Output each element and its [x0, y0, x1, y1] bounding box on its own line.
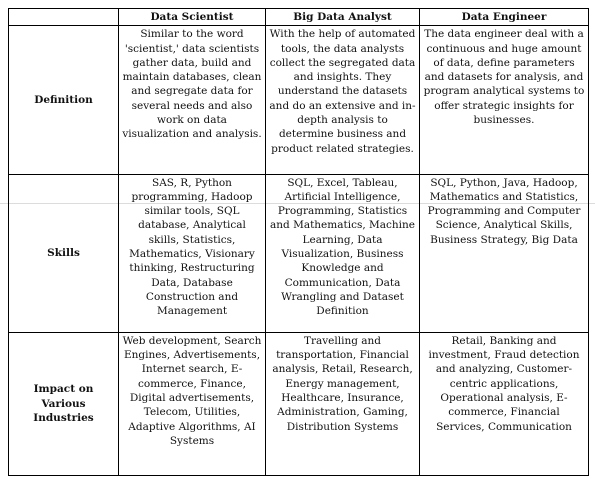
row-label-impact: Impact on Various Industries: [9, 332, 119, 475]
header-row: [9, 9, 589, 26]
cell-skills-big-data-analyst: SQL, Excel, Tableau, Artificial Intelligence, Programming, Statistics and Mathematics, Machine Learning, Data Visualization, Business Knowledge and Communication, Data Wrangling and Dataset Definition: [266, 174, 420, 332]
cell-definition-data-scientist: Similar to the word 'scientist,' data scientists gather data, build and maintain databases, clean and segregate data for several needs and also work on data visualization and analysis.: [119, 26, 266, 174]
table-row-definition: [9, 26, 589, 174]
row-label-skills: Skills: [9, 174, 119, 332]
cell-impact-big-data-analyst: Travelling and transportation, Financial analysis, Retail, Research, Energy management, Healthcare, Insurance, Administration, Gaming, Distribution Systems: [266, 332, 420, 475]
table-row-skills: [9, 174, 589, 332]
cell-definition-data-engineer: The data engineer deal with a continuous and huge amount of data, define parameters and datasets for analysis, and program analytical systems to offer strategic insights for businesses.: [420, 26, 589, 174]
cell-impact-data-scientist: Web development, Search Engines, Advertisements, Internet search, E-commerce, Finance, Digital advertisements, Telecom, Utilities, Adaptive Algorithms, AI Systems: [119, 332, 266, 475]
header-data-scientist: Data Scientist: [119, 9, 266, 26]
header-corner-cell: [9, 9, 119, 26]
header-big-data-analyst: Big Data Analyst: [266, 9, 420, 26]
table-row-impact: [9, 332, 589, 475]
cell-skills-data-scientist: SAS, R, Python programming, Hadoop similar tools, SQL database, Analytical skills, Statistics, Mathematics, Visionary thinking, Restructuring Data, Database Construction and Management: [119, 174, 266, 332]
cell-definition-big-data-analyst: With the help of automated tools, the data analysts collect the segregated data and insights. They understand the datasets and do an extensive and in-depth analysis to determine business and product related strategies.: [266, 26, 420, 174]
cell-impact-data-engineer: Retail, Banking and investment, Fraud detection and analyzing, Customer-centric applications, Operational analysis, E-commerce, Financial Services, Communication: [420, 332, 589, 475]
comparison-table: [8, 8, 589, 476]
cell-skills-data-engineer: SQL, Python, Java, Hadoop, Mathematics and Statistics, Programming and Computer Science, Analytical Skills, Business Strategy, Big Data: [420, 174, 589, 332]
row-label-definition: Definition: [9, 26, 119, 174]
header-data-engineer: Data Engineer: [420, 9, 589, 26]
